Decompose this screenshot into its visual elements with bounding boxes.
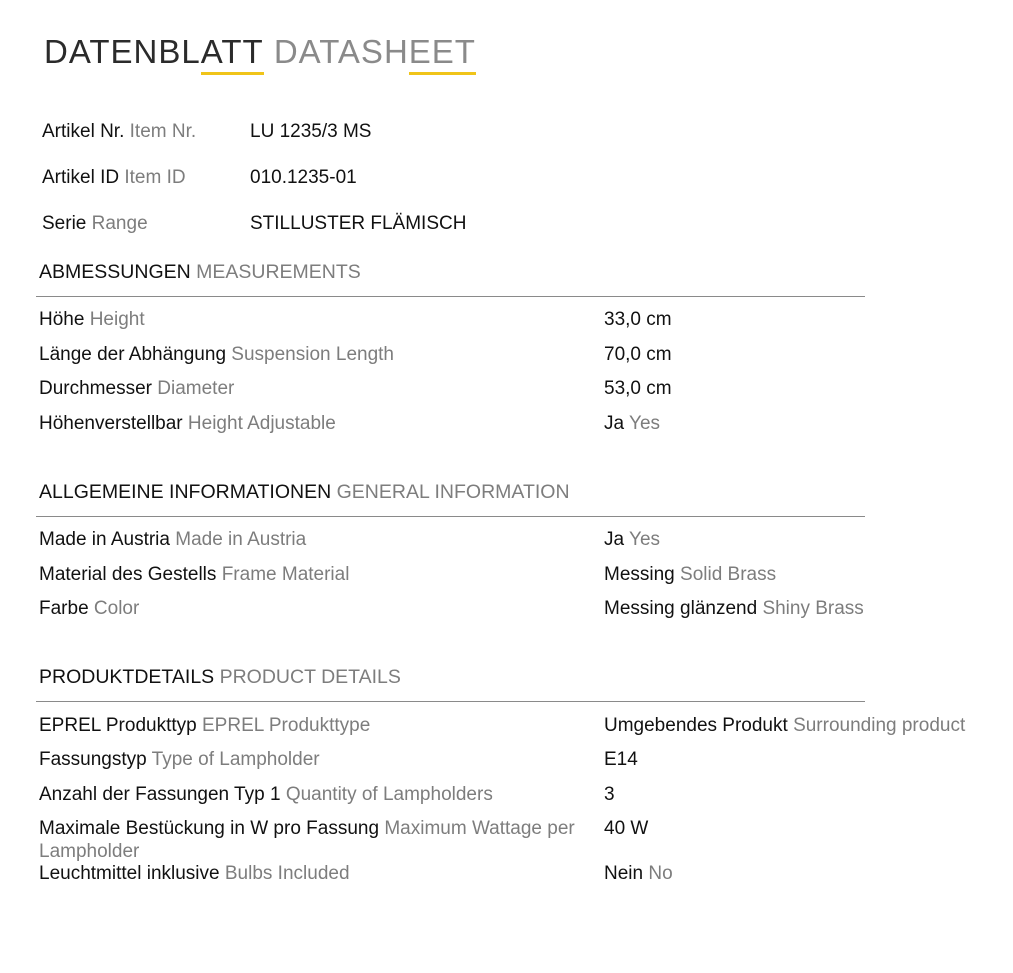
spec-label: Länge der Abhängung Suspension Length bbox=[39, 344, 394, 365]
range-value: STILLUSTER FLÄMISCH bbox=[250, 213, 467, 234]
spec-label: Material des Gestells Frame Material bbox=[39, 564, 350, 585]
page-title bbox=[44, 32, 476, 72]
spec-label: Anzahl der Fassungen Typ 1 Quantity of Lampholders bbox=[39, 784, 493, 805]
spec-label: EPREL Produkttyp EPREL Produkttype bbox=[39, 715, 371, 736]
title-german: DATENBLATT bbox=[44, 33, 264, 70]
spec-value: Ja Yes bbox=[604, 529, 661, 550]
spec-value: Umgebendes Produkt Surrounding product bbox=[604, 715, 966, 736]
section-title-product-details: PRODUKTDETAILS PRODUCT DETAILS bbox=[39, 666, 401, 688]
spec-value: 40 W bbox=[604, 818, 649, 839]
spec-value: E14 bbox=[604, 749, 638, 770]
item-number-value: LU 1235/3 MS bbox=[250, 121, 372, 142]
spec-value: 33,0 cm bbox=[604, 309, 672, 330]
item-id-value: 010.1235-01 bbox=[250, 167, 357, 188]
title-english: DATASHEET bbox=[263, 33, 476, 70]
spec-value: 3 bbox=[604, 784, 615, 805]
item-number-label: Artikel Nr. Item Nr. bbox=[42, 121, 197, 142]
item-id-label: Artikel ID Item ID bbox=[42, 167, 186, 188]
spec-label: Fassungstyp Type of Lampholder bbox=[39, 749, 320, 770]
spec-label: Made in Austria Made in Austria bbox=[39, 529, 307, 550]
title-underline-accent: EET bbox=[408, 33, 476, 70]
spec-label: Höhenverstellbar Height Adjustable bbox=[39, 413, 336, 434]
spec-label: Maximale Bestückung in W pro Fassung Maximum Wattage per Lampholder bbox=[39, 818, 575, 862]
section-divider bbox=[36, 701, 865, 702]
spec-value: 70,0 cm bbox=[604, 344, 672, 365]
spec-label: Leuchtmittel inklusive Bulbs Included bbox=[39, 863, 350, 884]
spec-label: Höhe Height bbox=[39, 309, 145, 330]
spec-value: Messing Solid Brass bbox=[604, 564, 777, 585]
spec-value: 53,0 cm bbox=[604, 378, 672, 399]
section-divider bbox=[36, 296, 865, 297]
title-underline-accent: ATT bbox=[200, 33, 264, 70]
section-title-general-information: ALLGEMEINE INFORMATIONEN GENERAL INFORMATION bbox=[39, 481, 570, 503]
spec-value: Ja Yes bbox=[604, 413, 661, 434]
spec-value: Nein No bbox=[604, 863, 673, 884]
spec-value: Messing glänzend Shiny Brass bbox=[604, 598, 864, 619]
spec-label: Durchmesser Diameter bbox=[39, 378, 235, 399]
range-label: Serie Range bbox=[42, 213, 148, 234]
spec-label: Farbe Color bbox=[39, 598, 140, 619]
section-title-measurements: ABMESSUNGEN MEASUREMENTS bbox=[39, 261, 361, 283]
section-divider bbox=[36, 516, 865, 517]
